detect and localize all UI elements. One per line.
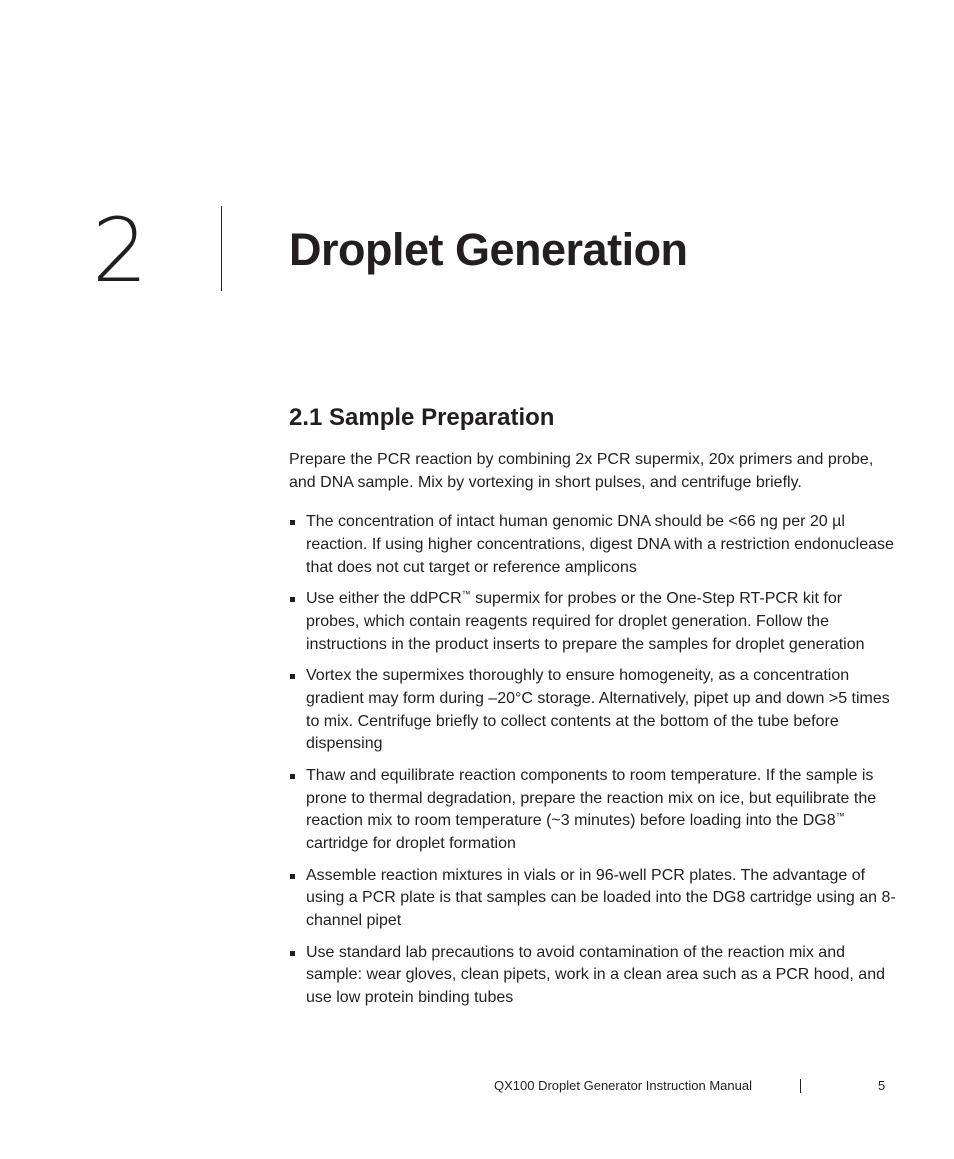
page-footer (0, 1077, 954, 1095)
footer-manual-title: QX100 Droplet Generator Instruction Manual (494, 1078, 752, 1093)
chapter-number: 2 (92, 199, 146, 302)
bullet-item-assemble-mixtures (289, 865, 899, 933)
square-bullet-icon (290, 597, 295, 602)
bullet-text: Assemble reaction mixtures in vials or in 96-well PCR plates. The advantage of using a PCR plate is that samples can be loaded into the DG8 cartridge using an 8-channel pipet (306, 866, 896, 930)
square-bullet-icon (290, 674, 295, 679)
trademark-symbol: ™ (835, 811, 845, 822)
page-number: 5 (878, 1078, 886, 1093)
bullet-text: The concentration of intact human genomic DNA should be <66 ng per 20 µl reaction. If using higher concentrations, digest DNA with a restriction endonuclease that does not cut target or reference amplicons (306, 513, 894, 576)
preparation-bullet-list (289, 511, 899, 1019)
bullet-item-lab-precautions (289, 942, 899, 1010)
bullet-text: Vortex the supermixes thoroughly to ensure homogeneity, as a concentration gradient may form during –20°C storage. Alternatively, pipet up and down >5 times to mix. Centrifuge briefly to collect contents at the bottom of the tube before dispensing (306, 666, 890, 753)
bullet-item-thaw-equilibrate (289, 765, 899, 856)
square-bullet-icon (290, 774, 295, 779)
section-intro-paragraph: Prepare the PCR reaction by combining 2x PCR supermix, 20x primers and probe, and DNA sample. Mix by vortexing in short pulses, and centrifuge briefly. (289, 451, 874, 491)
bullet-item-supermix-choice (289, 588, 899, 656)
bullet-item-dna-concentration (289, 511, 899, 579)
square-bullet-icon (290, 520, 295, 525)
bullet-text-part-2: supermix for probes or the One-Step RT-PCR kit for probes, which contain reagents required for droplet generation. Follow the instructions in the product inserts to prepare the samples for droplet generation (306, 589, 865, 653)
square-bullet-icon (290, 951, 295, 956)
footer-divider (800, 1079, 801, 1093)
trademark-symbol: ™ (461, 588, 471, 599)
bullet-text-part-2: cartridge for droplet formation (306, 835, 516, 853)
bullet-text-part-1: Thaw and equilibrate reaction components to room temperature. If the sample is prone to thermal degradation, prepare the reaction mix on ice, but equilibrate the reaction mix to room temperature (~3 minutes) before loading into the DG8 (306, 766, 877, 830)
chapter-title: Droplet Generation (289, 224, 688, 275)
section-heading: 2.1 Sample Preparation (289, 404, 555, 431)
chapter-divider (221, 206, 222, 291)
bullet-item-vortex-supermix (289, 665, 899, 756)
bullet-text-part-1: Use either the ddPCR (306, 589, 462, 607)
bullet-text: Use standard lab precautions to avoid contamination of the reaction mix and sample: wear gloves, clean pipets, work in a clean area such as a PCR hood, and use low protein binding tubes (306, 943, 885, 1007)
square-bullet-icon (290, 874, 295, 879)
